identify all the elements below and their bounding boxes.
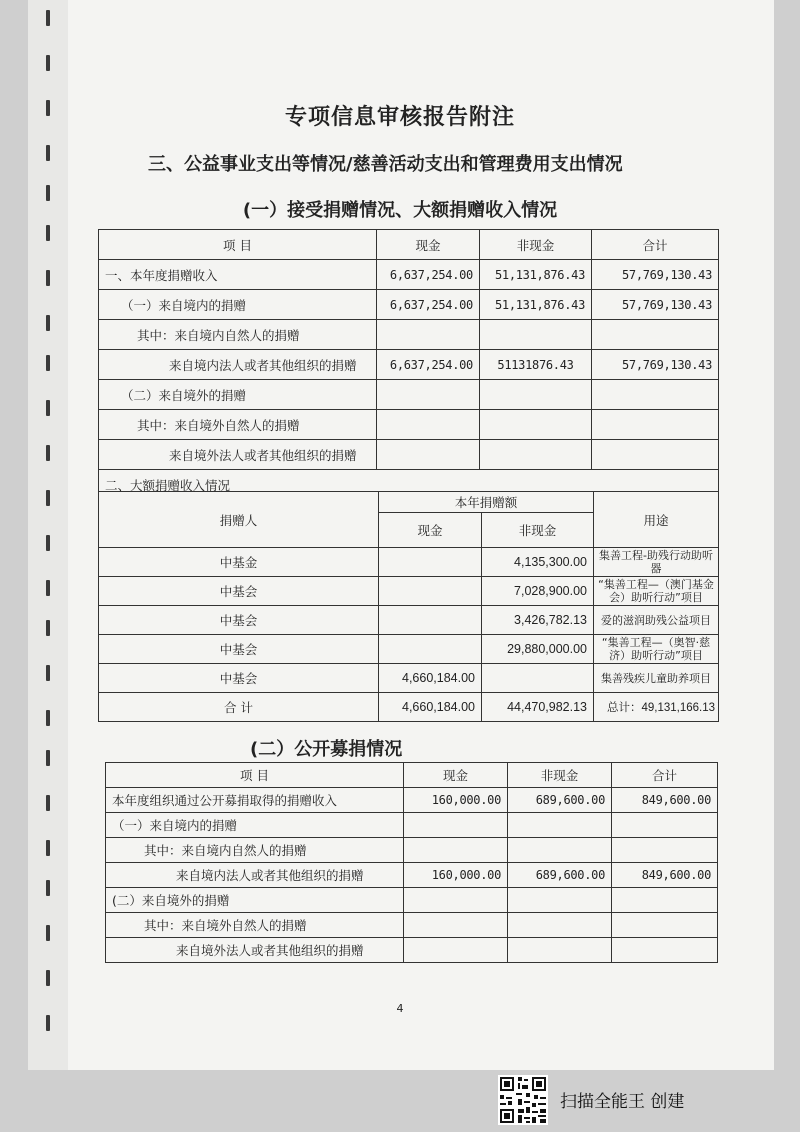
- noncash-cell: 689,600.00: [508, 788, 612, 813]
- cash-cell: [377, 380, 480, 410]
- donor-cell: 中基会: [99, 577, 379, 606]
- total-label: 合 计: [99, 693, 379, 722]
- cash-cell: [404, 838, 508, 863]
- cash-header: 现金: [379, 513, 482, 548]
- column-header: 合计: [612, 763, 718, 788]
- table-row: [99, 548, 719, 577]
- noncash-cell: [480, 380, 592, 410]
- use-cell: 集善工程-助残行动助听器: [594, 548, 719, 577]
- row-label: （一）来自境内的捐赠: [99, 290, 377, 320]
- total-cell: 57,769,130.43: [592, 290, 719, 320]
- total-cell: [592, 440, 719, 470]
- cash-cell: [379, 577, 482, 606]
- cash-cell: 6,637,254.00: [377, 290, 480, 320]
- total-cell: 849,600.00: [612, 863, 718, 888]
- noncash-cell: 29,880,000.00: [482, 635, 594, 664]
- use-cell: “集善工程—（奥智·慈济）助听行动”项目: [594, 635, 719, 664]
- noncash-cell: [480, 410, 592, 440]
- row-label: 来自境内法人或者其他组织的捐赠: [106, 863, 404, 888]
- noncash-cell: [508, 913, 612, 938]
- total-row: [99, 693, 719, 722]
- use-cell: 爱的滋润助残公益项目: [594, 606, 719, 635]
- scanner-watermark: [498, 1075, 798, 1125]
- table-row: [99, 664, 719, 693]
- total-cell: [612, 838, 718, 863]
- total-cell: [592, 410, 719, 440]
- row-label: 一、本年度捐赠收入: [99, 260, 377, 290]
- table-row: [106, 813, 718, 838]
- table-row: [106, 888, 718, 913]
- column-header: 项 目: [106, 763, 404, 788]
- noncash-cell: [508, 813, 612, 838]
- donor-cell: 中基会: [99, 664, 379, 693]
- donor-cell: 中基金: [99, 548, 379, 577]
- column-header: 非现金: [508, 763, 612, 788]
- cash-cell: 160,000.00: [404, 788, 508, 813]
- cash-cell: [379, 606, 482, 635]
- cash-cell: [377, 410, 480, 440]
- cash-cell: [404, 888, 508, 913]
- table-row: [99, 320, 719, 350]
- table-row: [99, 260, 719, 290]
- noncash-cell: 4,135,300.00: [482, 548, 594, 577]
- table-row: [106, 788, 718, 813]
- total-cell: 57,769,130.43: [592, 350, 719, 380]
- noncash-cell: 51,131,876.43: [480, 260, 592, 290]
- noncash-cell: [480, 440, 592, 470]
- row-label: 本年度组织通过公开募捐取得的捐赠收入: [106, 788, 404, 813]
- total-noncash: 44,470,982.13: [482, 693, 594, 722]
- table-header-row: [99, 230, 719, 260]
- total-cell: 57,769,130.43: [592, 260, 719, 290]
- row-label: 其中：来自境内自然人的捐赠: [106, 838, 404, 863]
- table-row: [106, 838, 718, 863]
- row-label: (二）来自境外的捐赠: [106, 888, 404, 913]
- row-label: （二）来自境外的捐赠: [99, 380, 377, 410]
- column-header: 现金: [404, 763, 508, 788]
- public-fundraising-table: [105, 762, 718, 963]
- subsection-heading-public-fundraising: (二）公开募捐情况: [250, 739, 403, 760]
- table-row: [106, 913, 718, 938]
- use-header: 用途: [594, 492, 719, 548]
- cash-cell: 4,660,184.00: [379, 664, 482, 693]
- use-cell: 集善残疾儿童助养项目: [594, 664, 719, 693]
- total-cell: [612, 888, 718, 913]
- donor-header: 捐赠人: [99, 492, 379, 548]
- table-row: [99, 606, 719, 635]
- amount-header: 本年捐赠额: [379, 492, 594, 513]
- total-cell: [592, 320, 719, 350]
- noncash-cell: [508, 938, 612, 963]
- cash-cell: [404, 913, 508, 938]
- section-label-large-donations: 二、大额捐赠收入情况: [99, 470, 719, 500]
- page-title: 专项信息审核报告附注: [284, 105, 515, 130]
- cash-cell: [377, 440, 480, 470]
- cash-cell: [404, 813, 508, 838]
- binding-holes: [28, 0, 68, 1070]
- cash-cell: [379, 635, 482, 664]
- row-label: 来自境外法人或者其他组织的捐赠: [99, 440, 377, 470]
- cash-cell: 6,637,254.00: [377, 350, 480, 380]
- table-header-row: [106, 763, 718, 788]
- donor-cell: 中基会: [99, 606, 379, 635]
- cash-cell: 6,637,254.00: [377, 260, 480, 290]
- total-cell: [612, 813, 718, 838]
- table-row: [99, 350, 719, 380]
- noncash-cell: 689,600.00: [508, 863, 612, 888]
- total-cell: [612, 913, 718, 938]
- noncash-cell: [508, 838, 612, 863]
- total-cell: 849,600.00: [612, 788, 718, 813]
- column-header: 非现金: [480, 230, 592, 260]
- total-cash: 4,660,184.00: [379, 693, 482, 722]
- table-header-row: [99, 492, 719, 513]
- column-header: 项 目: [99, 230, 377, 260]
- subsection-heading-donations: (一）接受捐赠情况、大额捐赠收入情况: [242, 200, 558, 221]
- use-cell: “集善工程—（澳门基金会）助听行动”项目: [594, 577, 719, 606]
- donation-income-table: [98, 229, 719, 499]
- total-cell: [592, 380, 719, 410]
- noncash-cell: [482, 664, 594, 693]
- table-row: [106, 863, 718, 888]
- row-label: 其中：来自境外自然人的捐赠: [99, 410, 377, 440]
- noncash-cell: 51131876.43: [480, 350, 592, 380]
- noncash-cell: 3,426,782.13: [482, 606, 594, 635]
- total-cell: [612, 938, 718, 963]
- table-row: [99, 380, 719, 410]
- row-label: 其中：来自境外自然人的捐赠: [106, 913, 404, 938]
- large-donations-table: [98, 491, 719, 722]
- noncash-cell: [480, 320, 592, 350]
- noncash-cell: 51,131,876.43: [480, 290, 592, 320]
- noncash-header: 非现金: [482, 513, 594, 548]
- grand-total: 总计：49,131,166.13: [594, 693, 719, 722]
- donor-cell: 中基会: [99, 635, 379, 664]
- column-header: 合计: [592, 230, 719, 260]
- cash-cell: [404, 938, 508, 963]
- page-number: 4: [396, 1002, 404, 1015]
- scanner-brand-text: 扫描全能王 创建: [560, 1092, 685, 1112]
- section-heading: 三、公益事业支出等情况/慈善活动支出和管理费用支出情况: [148, 154, 623, 175]
- row-label: 其中：来自境内自然人的捐赠: [99, 320, 377, 350]
- table-row: [99, 290, 719, 320]
- table-row: [99, 635, 719, 664]
- cash-cell: [377, 320, 480, 350]
- column-header: 现金: [377, 230, 480, 260]
- table-row: [106, 938, 718, 963]
- qr-code-icon: [498, 1075, 548, 1125]
- noncash-cell: [508, 888, 612, 913]
- cash-cell: 160,000.00: [404, 863, 508, 888]
- row-label: （一）来自境内的捐赠: [106, 813, 404, 838]
- noncash-cell: 7,028,900.00: [482, 577, 594, 606]
- table-row: [99, 577, 719, 606]
- cash-cell: [379, 548, 482, 577]
- table-row: [99, 440, 719, 470]
- row-label: 来自境内法人或者其他组织的捐赠: [99, 350, 377, 380]
- row-label: 来自境外法人或者其他组织的捐赠: [106, 938, 404, 963]
- table-row: [99, 410, 719, 440]
